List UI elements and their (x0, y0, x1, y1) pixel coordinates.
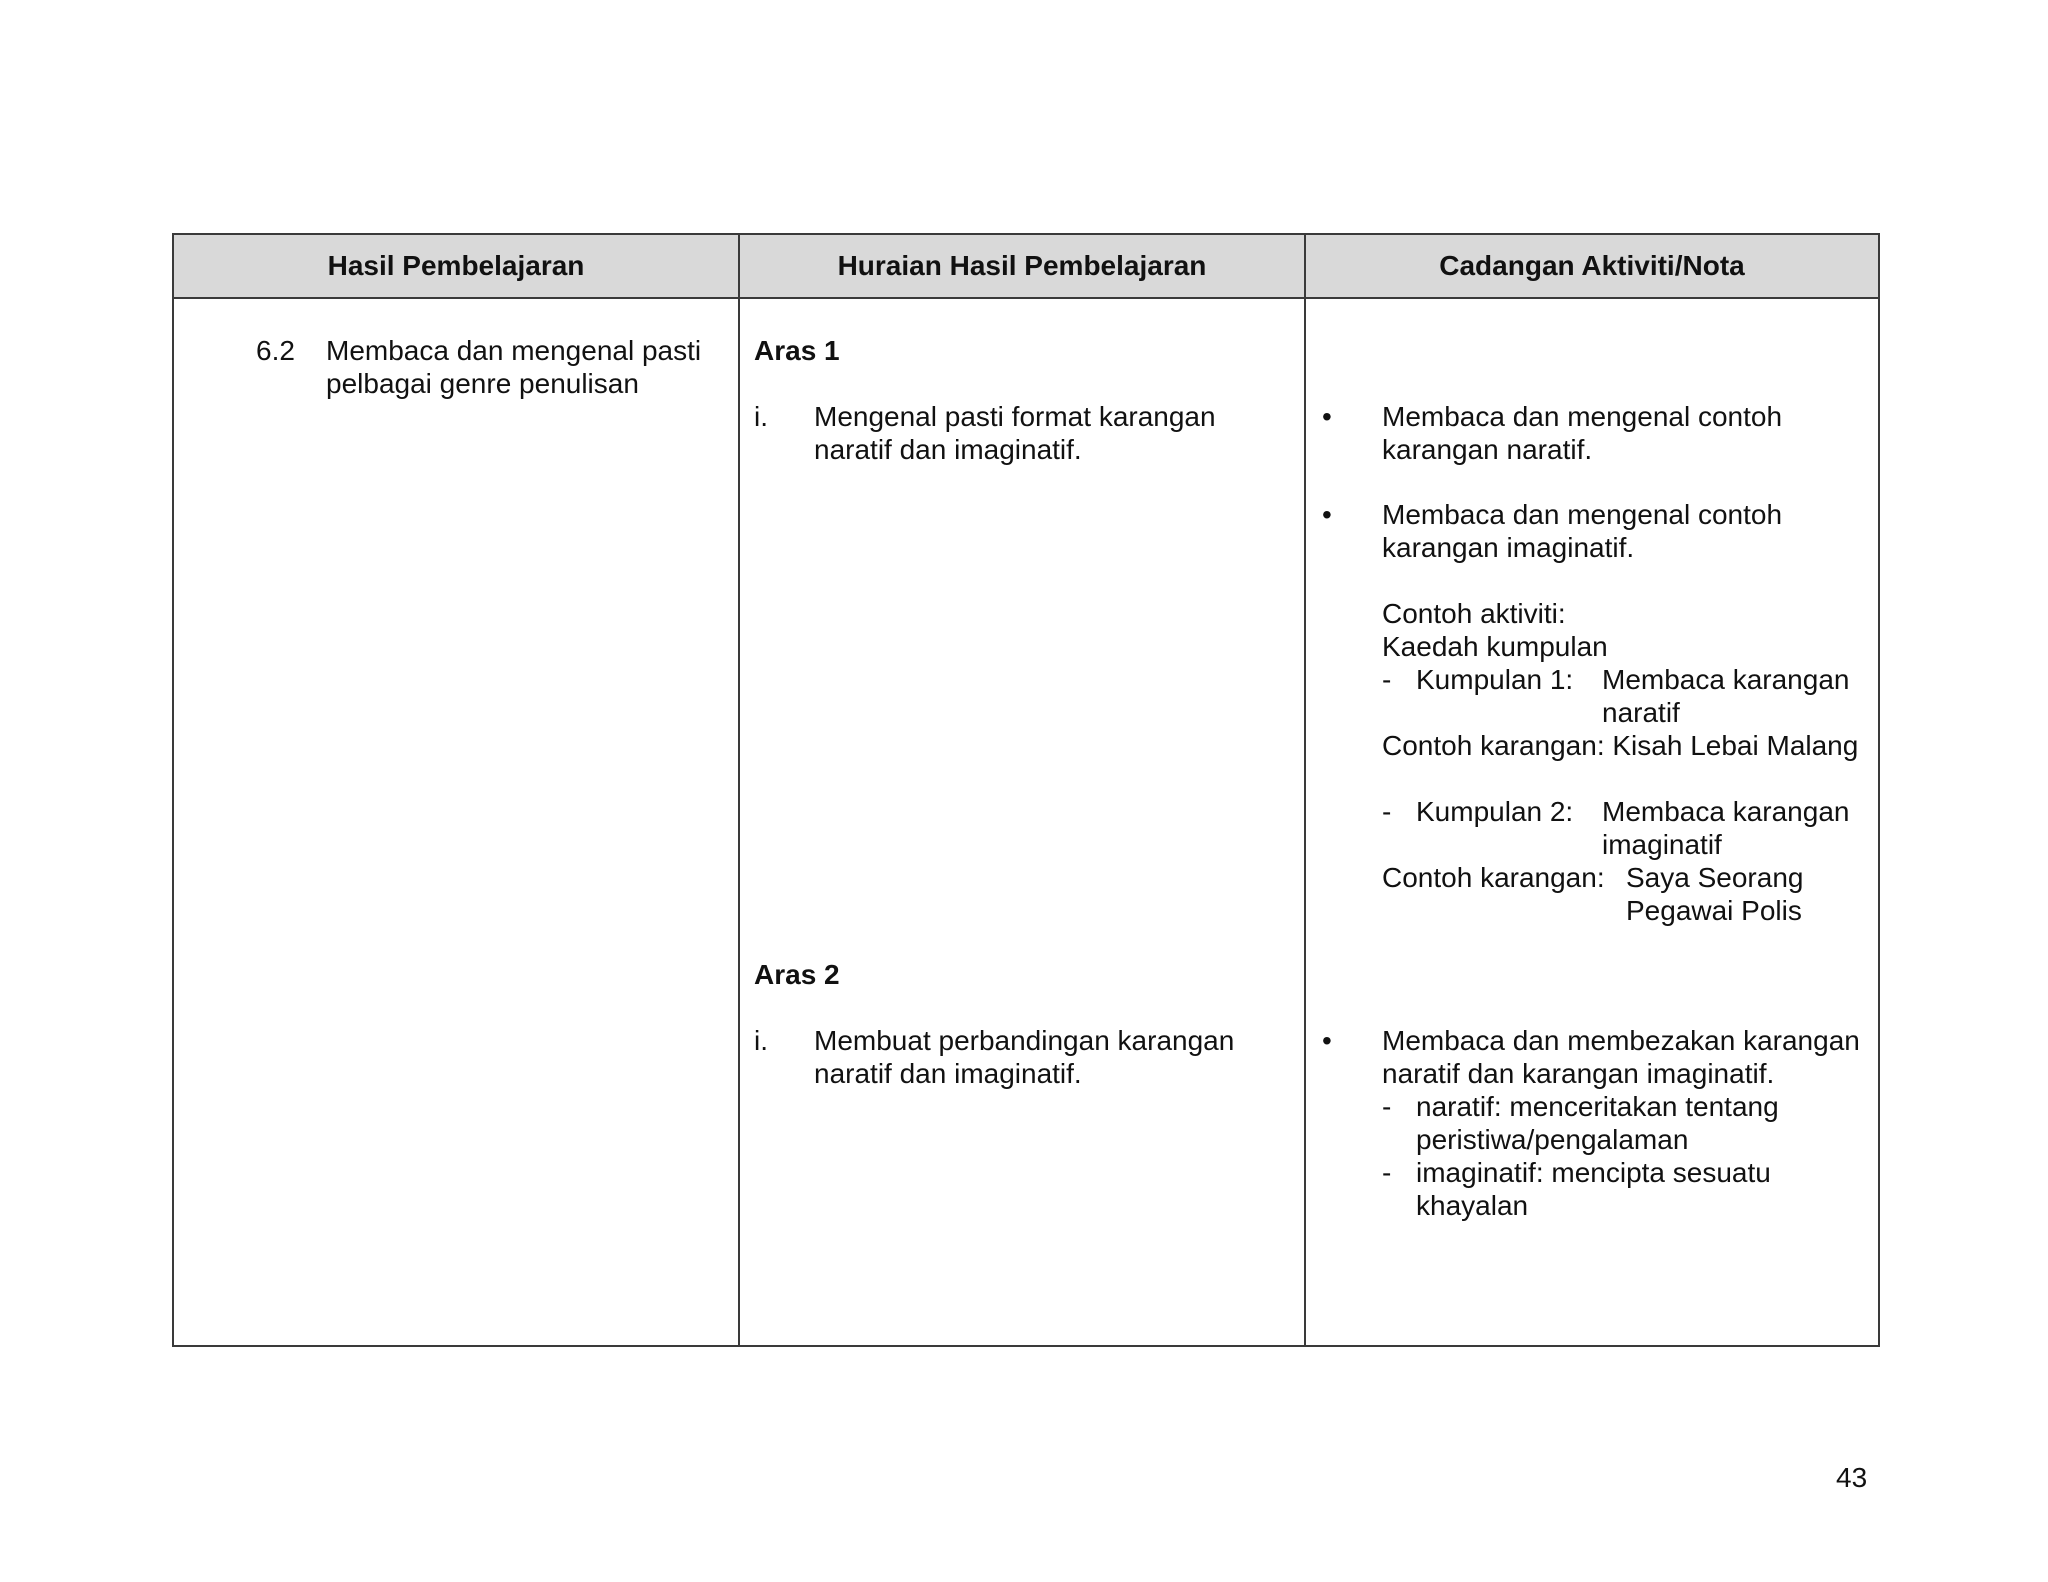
page-number: 43 (1836, 1462, 1868, 1493)
bullet-1-line1: Membaca dan mengenal contoh (1382, 401, 1783, 432)
imaginatif-line2: khayalan (1416, 1190, 1529, 1221)
aras-2-line2: naratif dan imaginatif. (814, 1058, 1082, 1089)
aras-2-marker: i. (754, 1025, 768, 1056)
kumpulan-1-line2: naratif (1602, 697, 1680, 728)
kumpulan-1-label: Kumpulan 1: (1416, 664, 1574, 695)
column-divider-1 (738, 235, 740, 1345)
bullet-1: • (1322, 401, 1332, 432)
naratif-dash: - (1382, 1091, 1392, 1122)
bullet-2-line2: karangan imaginatif. (1382, 532, 1635, 563)
contoh-aktiviti-label: Contoh aktiviti: (1382, 598, 1566, 629)
bullet-2-line1: Membaca dan mengenal contoh (1382, 499, 1783, 530)
imaginatif-dash: - (1382, 1157, 1392, 1188)
aras-1-line2: naratif dan imaginatif. (814, 434, 1082, 465)
aras-1-line1: Mengenal pasti format karangan (814, 401, 1216, 432)
kumpulan-2-example-line1: Saya Seorang (1626, 862, 1804, 893)
header-divider (174, 297, 1878, 299)
naratif-line1: naratif: menceritakan tentang (1416, 1091, 1779, 1122)
aras-1-title: Aras 1 (754, 335, 840, 366)
aras-2-line1: Membuat perbandingan karangan (814, 1025, 1235, 1056)
bullet-3: • (1322, 1025, 1332, 1056)
kumpulan-1-dash: - (1382, 664, 1392, 695)
kumpulan-2-example-line2: Pegawai Polis (1626, 895, 1802, 926)
bullet-3-line1: Membaca dan membezakan karangan (1382, 1025, 1860, 1056)
aras-1-marker: i. (754, 401, 768, 432)
kumpulan-2-line2: imaginatif (1602, 829, 1722, 860)
kumpulan-1-example: Contoh karangan: Kisah Lebai Malang (1382, 730, 1859, 761)
naratif-line2: peristiwa/pengalaman (1416, 1124, 1689, 1155)
bullet-1-line2: karangan naratif. (1382, 434, 1593, 465)
column-divider-2 (1304, 235, 1306, 1345)
outcome-number: 6.2 (256, 335, 295, 366)
kumpulan-2-dash: - (1382, 796, 1392, 827)
header-hasil-pembelajaran: Hasil Pembelajaran (327, 250, 585, 281)
kumpulan-2-line1: Membaca karangan (1602, 796, 1850, 827)
header-cadangan-aktiviti: Cadangan Aktiviti/Nota (1439, 250, 1745, 281)
imaginatif-line1: imaginatif: mencipta sesuatu (1416, 1157, 1771, 1188)
bullet-2: • (1322, 499, 1332, 530)
outcome-text-line2: pelbagai genre penulisan (326, 368, 639, 399)
kumpulan-2-example-label: Contoh karangan: (1382, 862, 1605, 893)
kaedah-kumpulan: Kaedah kumpulan (1382, 631, 1608, 662)
kumpulan-1-line1: Membaca karangan (1602, 664, 1850, 695)
kumpulan-2-label: Kumpulan 2: (1416, 796, 1574, 827)
outcome-text-line1: Membaca dan mengenal pasti (326, 335, 702, 366)
aras-2-title: Aras 2 (754, 959, 840, 990)
bullet-3-line2: naratif dan karangan imaginatif. (1382, 1058, 1775, 1089)
header-huraian-hasil-pembelajaran: Huraian Hasil Pembelajaran (837, 250, 1207, 281)
